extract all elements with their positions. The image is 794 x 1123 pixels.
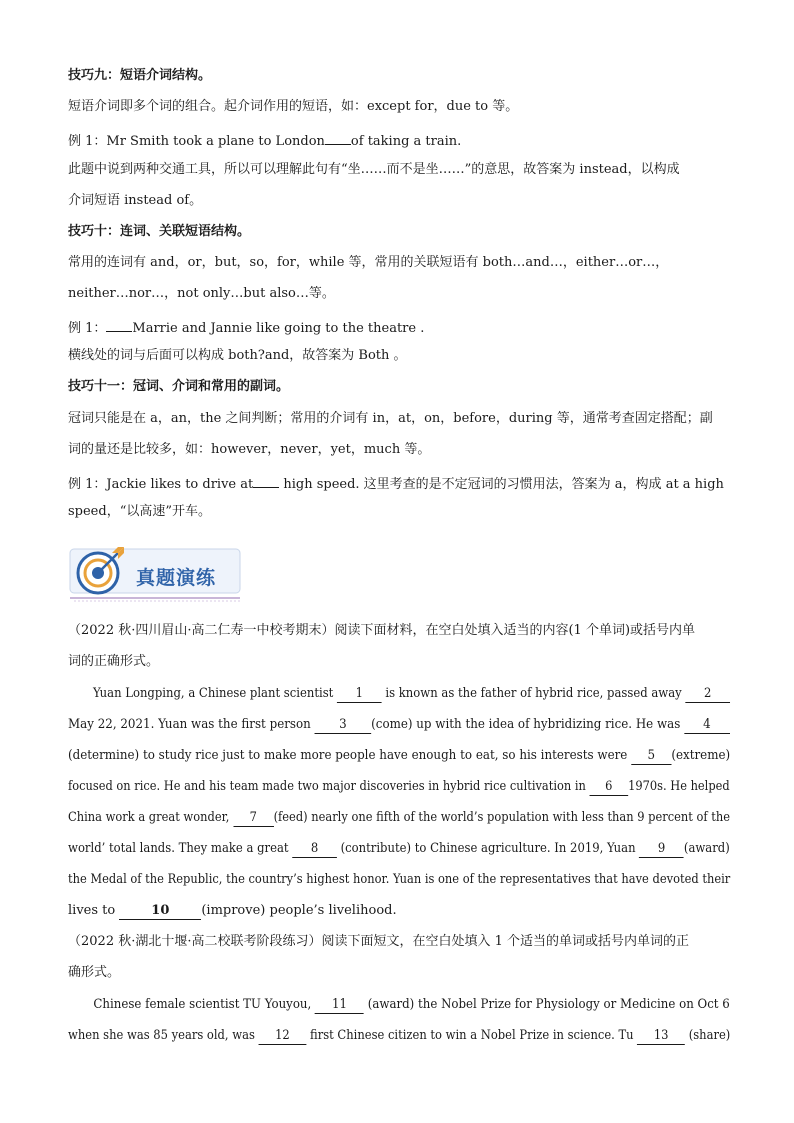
answer-blank[interactable] [253, 471, 279, 488]
passage1-source-1: （2022 秋·四川眉山·高二仁寿一中校考期末）阅读下面材料，在空白处填入适当的内容(1 个单词)或括号内单 [68, 623, 696, 638]
tip9-title: 技巧九：短语介词结构。 [68, 68, 212, 83]
tip10-description-1: 常用的连词有 and，or，but，so，for，while 等，常用的关联短语有 both…and…，either…or…， [68, 255, 669, 270]
section-banner [68, 545, 244, 603]
tip10-description-2: neither…nor…，not only…but also…等。 [68, 286, 335, 301]
answer-blank[interactable]: 10 [119, 903, 201, 920]
answer-blank[interactable]: 1 [337, 686, 382, 703]
passage2-source-2: 确形式。 [68, 965, 121, 980]
answer-blank[interactable]: 13 [637, 1028, 685, 1045]
tip11-description-2: 词的量还是比较多，如：however，never，yet，much 等。 [68, 442, 431, 457]
target-icon [76, 547, 126, 597]
passage1-line-1: Yuan Longping, a Chinese plant scientist 1 is known as the father of hybrid rice, passed away 2 [68, 684, 684, 704]
tip9-description: 短语介词即多个词的组合。起介词作用的短语，如：except for，due to 等。 [68, 99, 519, 114]
answer-blank[interactable]: 8 [292, 841, 337, 858]
passage1-source-2: 词的正确形式。 [68, 654, 160, 669]
passage1-line-5: China work a great wonder, 7 (feed) nearly one fifth of the world’s population with less than 9 percent of the [68, 810, 731, 825]
answer-blank[interactable]: 5 [631, 748, 671, 765]
answer-blank[interactable] [106, 315, 132, 332]
tip9-explanation-1: 此题中说到两种交通工具，所以可以理解此句有“坐……而不是坐……”的意思，故答案为 instead，以构成 [68, 162, 680, 177]
answer-blank[interactable]: 9 [639, 841, 684, 858]
answer-blank[interactable]: 2 [685, 686, 730, 703]
tip11-title: 技巧十一：冠词、介词和常用的副词。 [68, 379, 290, 394]
passage1-line-3: (determine) to study rice just to make more people have enough to eat, so his interests were 5 (extreme) [68, 748, 731, 763]
answer-blank[interactable]: 11 [315, 997, 364, 1014]
passage1-line-7: the Medal of the Republic, the country’s highest honor. Yuan is one of the representatives that have devoted their [68, 872, 731, 887]
passage2-line-1: Chinese female scientist TU Youyou, 11 (award) the Nobel Prize for Physiology or Medicine on Oct 6 [93, 997, 730, 1012]
answer-blank[interactable]: 4 [684, 717, 730, 734]
tip11-example-continued: speed，“以高速”开车。 [68, 504, 211, 519]
tip10-title: 技巧十：连词、关联短语结构。 [68, 224, 251, 239]
passage1-line-6: world’ total lands. They make a great 8 (contribute) to Chinese agriculture. In 2019, Yuan 9 (award) [68, 841, 730, 856]
answer-blank[interactable]: 12 [259, 1028, 307, 1045]
passage1-line-2: May 22, 2021. Yuan was the first person 3 (come) up with the idea of hybridizing rice. He was 4 [68, 715, 672, 735]
tip9-example: 例 1：Mr Smith took a plane to London of taking a train. [68, 128, 730, 152]
banner-title: 真题演练 [136, 567, 217, 589]
tip10-explanation: 横线处的词与后面可以构成 both?and，故答案为 Both 。 [68, 348, 407, 363]
tip11-description-1: 冠词只能是在 a，an，the 之间判断；常用的介词有 in，at，on，before，during 等，通常考查固定搭配；副 [68, 411, 713, 426]
tip9-explanation-2: 介词短语 instead of。 [68, 193, 203, 208]
passage2-source-1: （2022 秋·湖北十堰·高二校联考阶段练习）阅读下面短文，在空白处填入 1 个适当的单词或括号内单词的正 [68, 934, 690, 949]
passage1-line-8: lives to 10 (improve) people’s livelihood. [68, 903, 397, 918]
answer-blank[interactable] [325, 128, 351, 145]
tip10-example: 例 1： Marrie and Jannie like going to the theatre . [68, 315, 730, 339]
passage1-line-4: focused on rice. He and his team made two major discoveries in hybrid rice cultivation in 6 1970s. He helped [68, 779, 730, 794]
answer-blank[interactable]: 3 [315, 717, 372, 734]
passage2-line-2: when she was 85 years old, was 12 first Chinese citizen to win a Nobel Prize in science. Tu 13 (share) [68, 1028, 731, 1043]
tip11-example: 例 1：Jackie likes to drive at high speed. 这里考查的是不定冠词的习惯用法，答案为 a，构成 at a high [68, 471, 730, 495]
answer-blank[interactable]: 7 [233, 810, 273, 827]
answer-blank[interactable]: 6 [589, 779, 628, 796]
